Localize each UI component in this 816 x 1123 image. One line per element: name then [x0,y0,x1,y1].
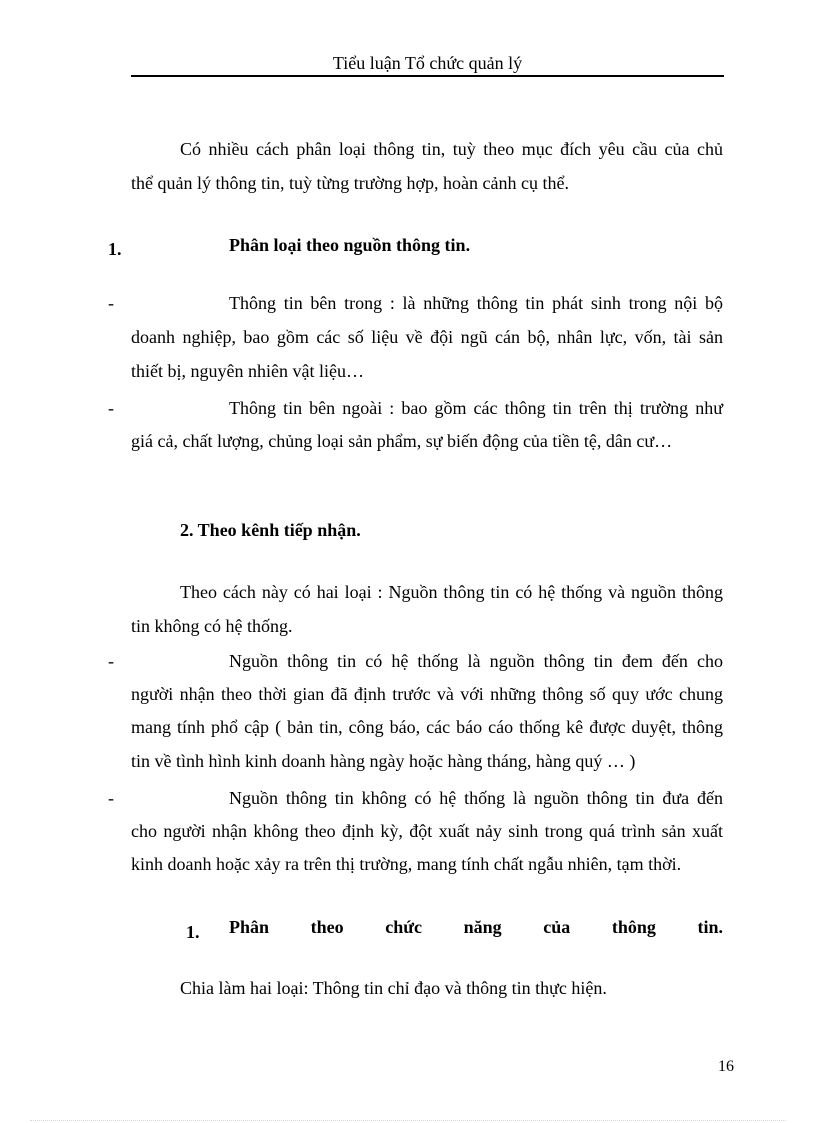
section2-intro-line-1: Theo cách này có hai loại : Nguồn thông tin có hệ thống và nguồn thông [180,582,723,602]
section2-item1-line-2: người nhận theo thời gian đã định trước và với những thông số quy ước chung [131,684,723,704]
section2-item2-bullet: - [108,788,114,808]
section1-item2-line-1: Thông tin bên ngoài : bao gồm các thông tin trên thị trường như [229,398,723,418]
section1-item1-line-2: doanh nghiệp, bao gồm các số liệu về đội ngũ cán bộ, nhân lực, vốn, tài sản [131,327,723,347]
section2-item2-line-1: Nguồn thông tin không có hệ thống là nguồn thông tin đưa đến [229,788,723,808]
section2-item1-line-4: tin về tình hình kinh doanh hàng ngày hoặc hàng tháng, hàng quý … ) [131,751,636,771]
section3-title: Phân theo chức năng của thông tin. [229,917,723,937]
section1-item2-bullet: - [108,398,114,418]
section2-item1-line-1: Nguồn thông tin có hệ thống là nguồn thông tin đem đến cho [229,651,723,671]
section2-item2-line-2: cho người nhận không theo định kỳ, đột xuất nảy sinh trong quá trình sản xuất [131,821,723,841]
section2-item1-bullet: - [108,651,114,671]
section3-intro: Chia làm hai loại: Thông tin chỉ đạo và thông tin thực hiện. [180,978,607,998]
page-number: 16 [718,1058,734,1075]
section3-number: 1. [186,922,200,942]
section1-number: 1. [108,239,122,259]
intro-line-2: thể quản lý thông tin, tuỳ từng trường hợp, hoàn cảnh cụ thể. [131,173,569,193]
section2-item2-line-3: kinh doanh hoặc xảy ra trên thị trường, mang tính chất ngẫu nhiên, tạm thời. [131,854,682,874]
section1-item1-bullet: - [108,293,114,313]
header-divider [131,75,724,77]
section2-item1-line-3: mang tính phổ cập ( bản tin, công báo, các báo cáo thống kê được duyệt, thông [131,717,723,737]
header-title: Tiểu luận Tổ chức quản lý [332,53,523,73]
section1-item1-line-1: Thông tin bên trong : là những thông tin phát sinh trong nội bộ [229,293,723,313]
intro-line-1: Có nhiều cách phân loại thông tin, tuỳ theo mục đích yêu cầu của chủ [180,139,723,159]
section1-item2-line-2: giá cả, chất lượng, chủng loại sản phẩm, sự biến động của tiền tệ, dân cư… [131,431,673,451]
footer-divider [30,1120,786,1121]
section1-title: Phân loại theo nguồn thông tin. [229,235,471,255]
section1-item1-line-3: thiết bị, nguyên nhiên vật liệu… [131,361,364,381]
section2-intro-line-2: tin không có hệ thống. [131,616,293,636]
section2-title: 2. Theo kênh tiếp nhận. [180,520,361,540]
